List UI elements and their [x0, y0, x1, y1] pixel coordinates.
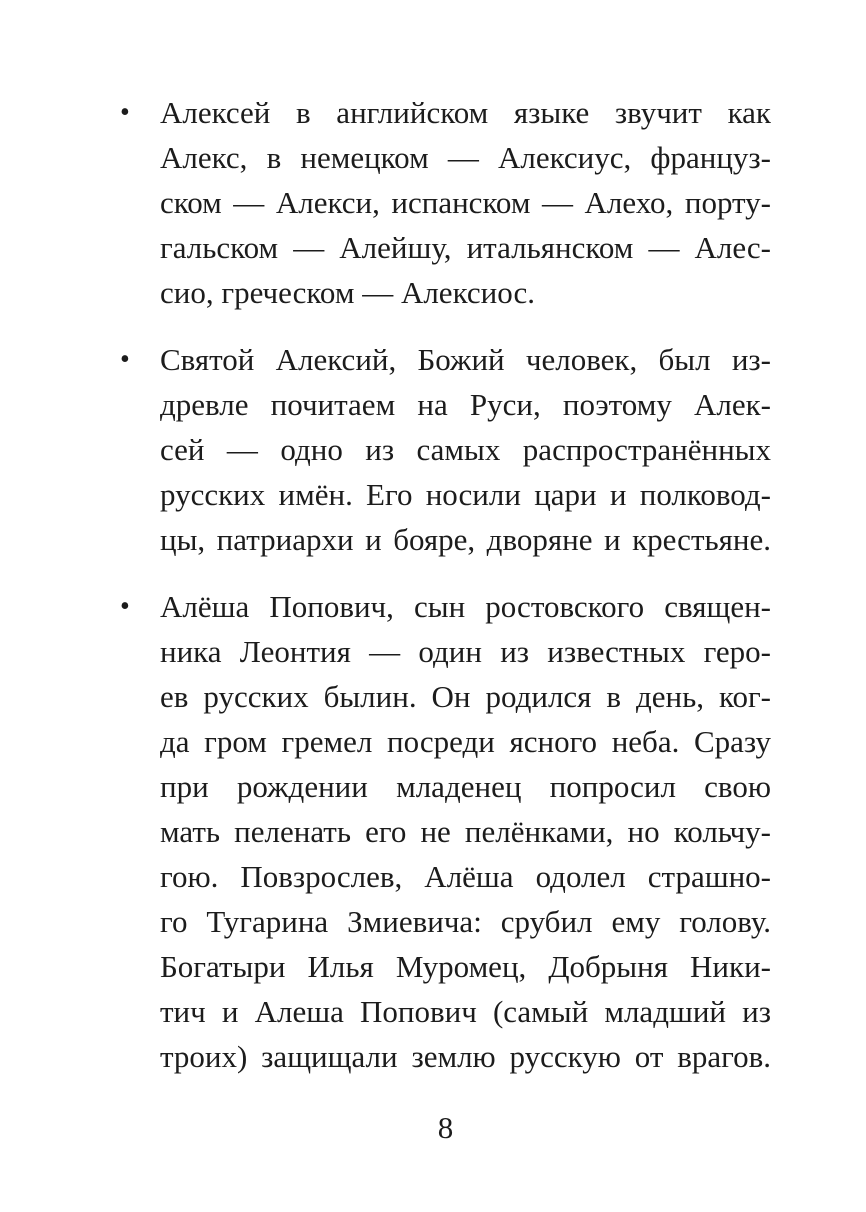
list-item-text	[160, 337, 771, 562]
text-line: ев русских былин. Он родился в день, ког-	[160, 679, 771, 714]
text-line: го Тугарина Змиевича: срубил ему голову.	[160, 904, 771, 939]
text-line: русских имён. Его носили цари и полковод-	[160, 477, 771, 512]
text-line: Алекс, в немецком — Алексиус, француз-	[160, 140, 771, 175]
text-line: троих) защищали землю русскую от врагов.	[160, 1039, 771, 1074]
text-line: ском — Алекси, испанском — Алехо, порту-	[160, 185, 771, 220]
list-item	[120, 90, 771, 315]
page-footer	[120, 1105, 771, 1150]
list-item-text	[160, 584, 771, 1079]
text-line: тич и Алеша Попович (самый младший из	[160, 994, 771, 1029]
text-line: гальском — Алейшу, итальянском — Алес-	[160, 230, 771, 265]
list-item	[120, 584, 771, 1079]
text-line: гою. Повзрослев, Алёша одолел страшно-	[160, 859, 771, 894]
text-line: при рождении младенец попросил свою	[160, 769, 771, 804]
list-item	[120, 337, 771, 562]
list-item-text	[160, 90, 771, 315]
text-line: сей — одно из самых распространённых	[160, 432, 771, 467]
bullet-icon: •	[120, 344, 130, 375]
text-line: да гром гремел посреди ясного неба. Сразу	[160, 724, 771, 759]
text-line: ника Леонтия — один из известных геро-	[160, 634, 771, 669]
text-line: Богатыри Илья Муромец, Добрыня Ники-	[160, 949, 771, 984]
bullet-icon: •	[120, 97, 130, 128]
text-line: сио, греческом — Алексиос.	[160, 275, 535, 310]
text-line: цы, патриархи и бояре, дворяне и крестьяне.	[160, 522, 771, 557]
bullet-list	[120, 90, 771, 1079]
text-line: Алексей в английском языке звучит как	[160, 95, 771, 130]
text-line: древле почитаем на Руси, поэтому Алек-	[160, 387, 771, 422]
page-number: 8	[437, 1110, 454, 1145]
text-line: Алёша Попович, сын ростовского священ-	[160, 589, 771, 624]
bullet-icon: •	[120, 591, 130, 622]
text-line: Святой Алексий, Божий человек, был из-	[160, 342, 771, 377]
text-line: мать пеленать его не пелёнками, но кольчу-	[160, 814, 771, 849]
